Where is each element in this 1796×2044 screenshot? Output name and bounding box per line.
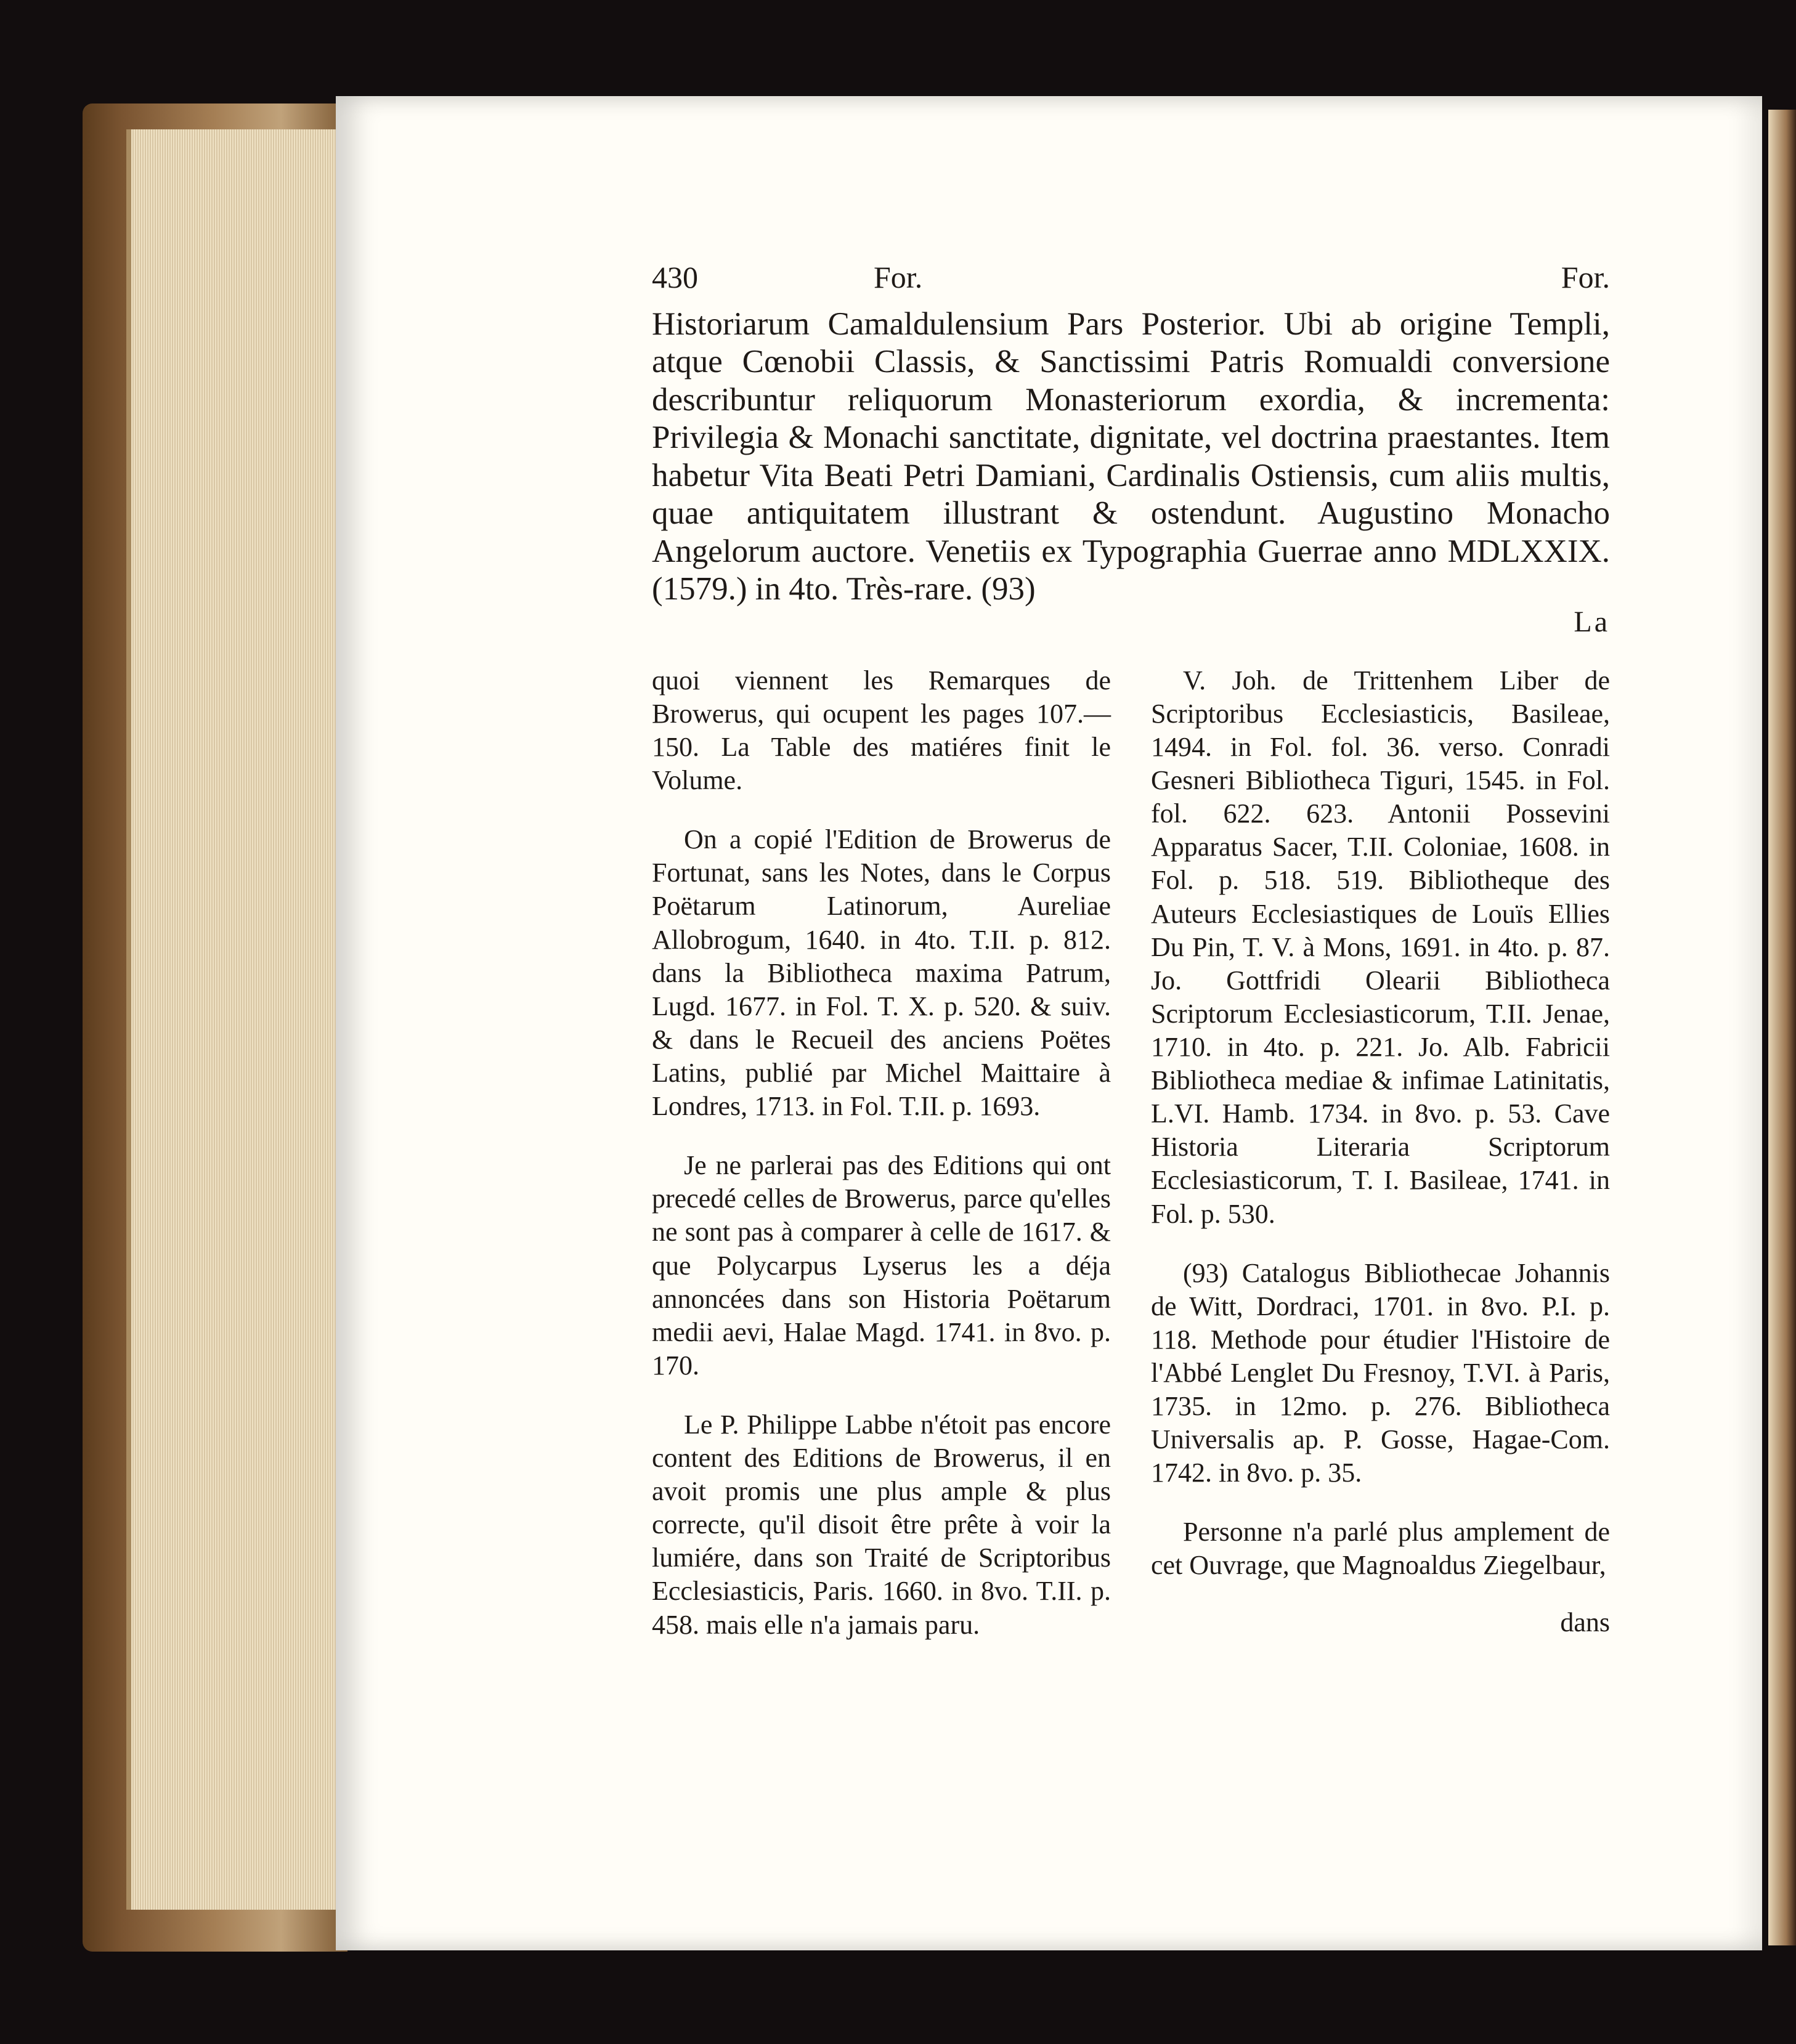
catchword: La	[1574, 605, 1610, 638]
right-column	[1151, 664, 1610, 1668]
page-number: 430	[652, 260, 698, 294]
right-page-edge	[1768, 110, 1796, 1945]
left-column	[652, 664, 1111, 1668]
running-header	[652, 259, 1610, 307]
left-paragraph: quoi viennent les Remarques de Browerus, qui ocupent les pages 107.—150. La Table des matiéres finit le Volume.	[652, 665, 1111, 796]
last-word: dans	[1560, 1607, 1610, 1637]
page-stack	[126, 129, 347, 1910]
page-content	[652, 259, 1610, 1668]
right-paragraph: V. Joh. de Trittenhem Liber de Scriptoribus Ecclesiasticis, Basileae, 1494. in Fol. fol. 36. verso. Conradi Gesneri Bibliotheca Tiguri, 1545. in Fol. fol. 622. 623. Antonii Possevini Apparatus Sacer, T.II. Coloniae, 1608. in Fol. p. 518. 519. Bibliotheque des Auteurs Ecclesiastiques de Louïs Ellies Du Pin, T. V. à Mons, 1691. in 4to. p. 87. Jo. Gottfridi Olearii Bibliotheca Scriptorum Ecclesiasticorum, T.II. Jenae, 1710. in 4to. p. 221. Jo. Alb. Fabricii Bibliotheca mediae & infimae Latinitatis, L.VI. Hamb. 1734. in 8vo. p. 53. Cave Historia Literaria Scriptorum Ecclesiasticorum, T. I. Basileae, 1741. in Fol. p. 530.	[1151, 665, 1610, 1229]
left-paragraph: On a copié l'Edition de Browerus de Fortunat, sans les Notes, dans le Corpus Poëtarum Latinorum, Aureliae Allobrogum, 1640. in 4to. T.II. p. 812. dans la Bibliotheca maxima Patrum, Lugd. 1677. in Fol. T. X. p. 520. & suiv. & dans le Recueil des anciens Poëtes Latins, publié par Michel Maittaire à Londres, 1713. in Fol. T.II. p. 1693.	[652, 824, 1111, 1122]
right-paragraph: (93) Catalogus Bibliothecae Johannis de Witt, Dordraci, 1701. in 8vo. P.I. p. 118. Methode pour étudier l'Histoire de l'Abbé Lenglet Du Fresnoy, T.VI. à Paris, 1735. in 12mo. p. 276. Bibliotheca Universalis ap. P. Gosse, Hagae-Com. 1742. in 8vo. p. 35.	[1151, 1257, 1610, 1488]
right-paragraph: Personne n'a parlé plus amplement de cet Ouvrage, que Magnoaldus Ziegelbaur,	[1151, 1517, 1610, 1581]
left-paragraph: Je ne parlerai pas des Editions qui ont precedé celles de Browerus, parce qu'elles ne sont pas à comparer à celle de 1617. & que Polycarpus Lyserus les a déja annoncées dans son Historia Poëtarum medii aevi, Halae Magd. 1741. in 8vo. p. 170.	[652, 1150, 1111, 1381]
two-columns	[652, 664, 1610, 1668]
left-paragraph: Le P. Philippe Labbe n'étoit pas encore content des Editions de Browerus, il en avoit promis une plus ample & plus correcte, qu'il disoit être prête à voir la lumiére, dans son Traité de Scriptoribus Ecclesiasticis, Paris. 1660. in 8vo. T.II. p. 458. mais elle n'a jamais paru.	[652, 1409, 1111, 1640]
book-title: Historiarum Camaldulensium Pars Posterior. Ubi ab origine Templi, atque Cœnobii Classis, & Sanctissimi Patris Romualdi conversione describuntur reliquorum Monasteriorum exordia, & incrementa: Privilegia & Monachi sanctitate, dignitate, vel doctrina praestantes. Item habetur Vita Beati Petri Damiani, Cardinalis Ostiensis, cum aliis multis, quae antiquitatem illustrant & ostendunt. Augustino Monacho Angelorum auctore. Venetiis ex Typographia Guerrae anno MDLXXIX. (1579.) in 4to. Très-rare. (93)	[652, 306, 1610, 607]
running-head-right: For.	[1561, 260, 1610, 294]
running-head-left: For.	[874, 260, 923, 294]
